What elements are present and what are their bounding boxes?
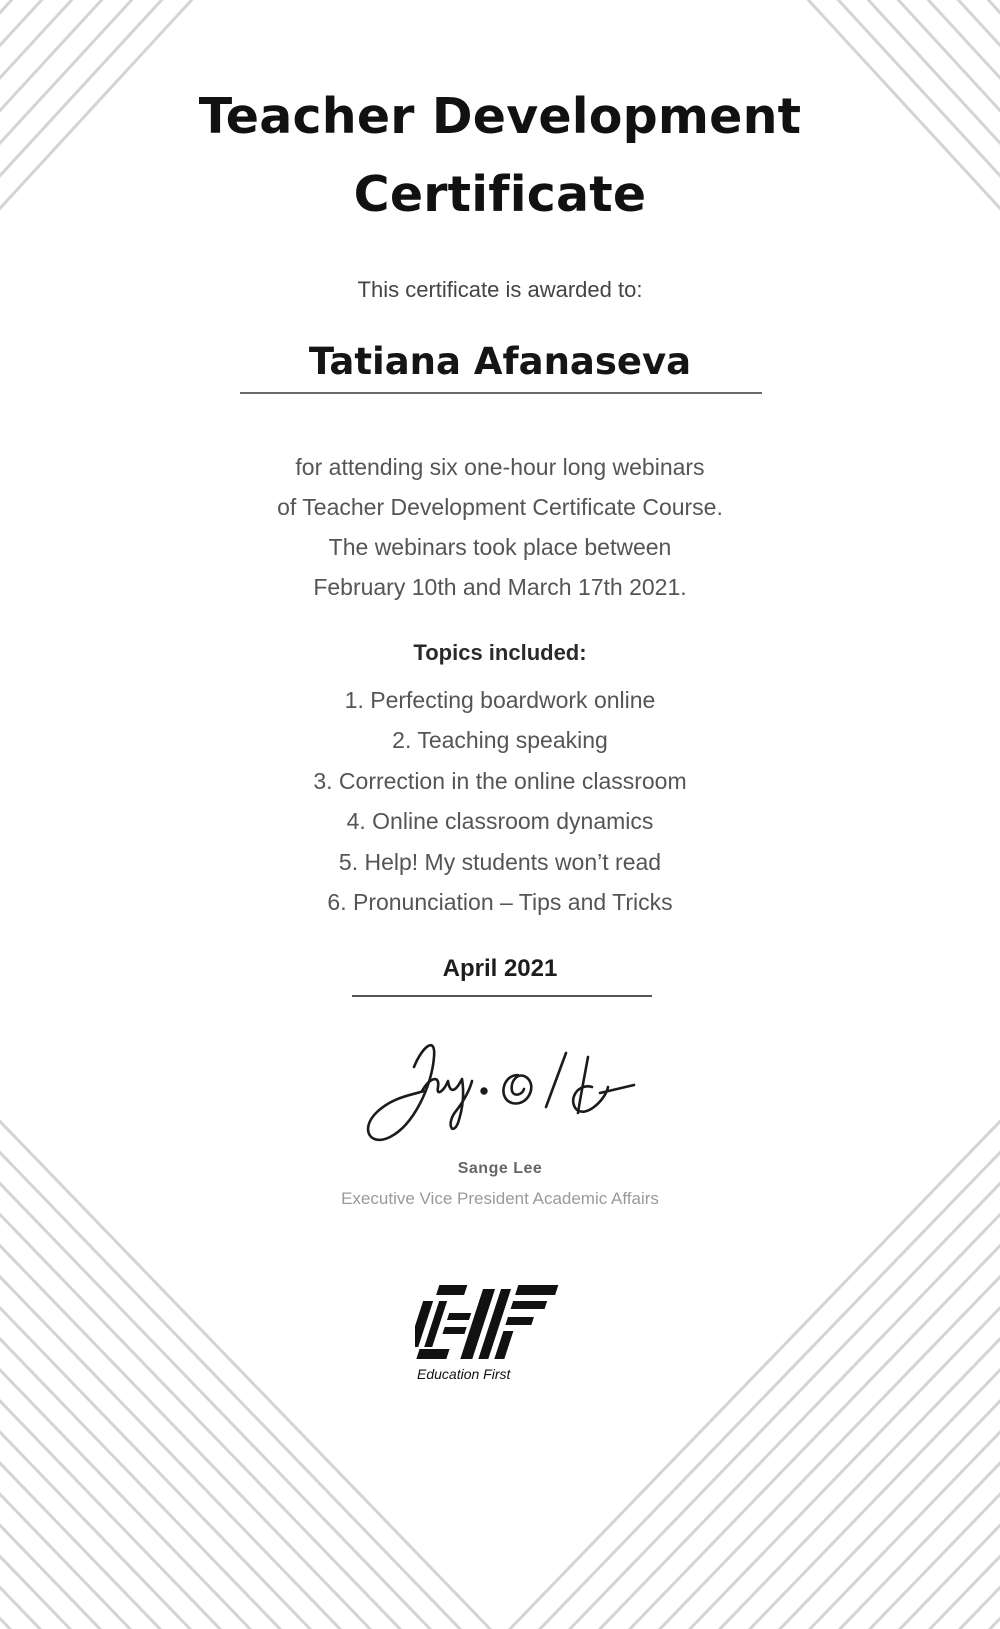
topic-item: 6. Pronunciation – Tips and Tricks bbox=[327, 889, 673, 916]
signature-mark bbox=[352, 1025, 652, 1165]
ef-logo-caption: Education First bbox=[417, 1366, 511, 1382]
certificate-title bbox=[0, 78, 1000, 234]
signer-name: Sange Lee bbox=[457, 1160, 543, 1177]
topic-item: 3. Correction in the online classroom bbox=[313, 767, 687, 794]
topics-list bbox=[0, 680, 1000, 922]
description-line: of Teacher Development Certificate Course. bbox=[277, 494, 723, 520]
description-line: The webinars took place between bbox=[328, 534, 672, 560]
signer-role: Executive Vice President Academic Affairs bbox=[341, 1189, 659, 1208]
title-line-1: Teacher Development bbox=[198, 88, 802, 145]
topic-item: 5. Help! My students won’t read bbox=[338, 848, 662, 875]
topic-item: 1. Perfecting boardwork online bbox=[344, 687, 656, 713]
ef-logo-icon bbox=[415, 1283, 585, 1383]
topics-heading: Topics included: bbox=[413, 640, 587, 665]
recipient-underline bbox=[240, 392, 762, 394]
description-line: February 10th and March 17th 2021. bbox=[313, 574, 687, 600]
topic-item: 4. Online classroom dynamics bbox=[346, 808, 654, 835]
title-line-2: Certificate bbox=[353, 166, 647, 223]
description-line: for attending six one-hour long webinars bbox=[295, 454, 705, 480]
topic-item: 2. Teaching speaking bbox=[392, 727, 608, 754]
certificate-date: April 2021 bbox=[442, 955, 558, 982]
date-underline bbox=[352, 995, 652, 997]
awarded-to-label: This certificate is awarded to: bbox=[357, 277, 643, 302]
recipient-name: Tatiana Afanaseva bbox=[308, 340, 692, 383]
certificate-description bbox=[0, 447, 1000, 607]
